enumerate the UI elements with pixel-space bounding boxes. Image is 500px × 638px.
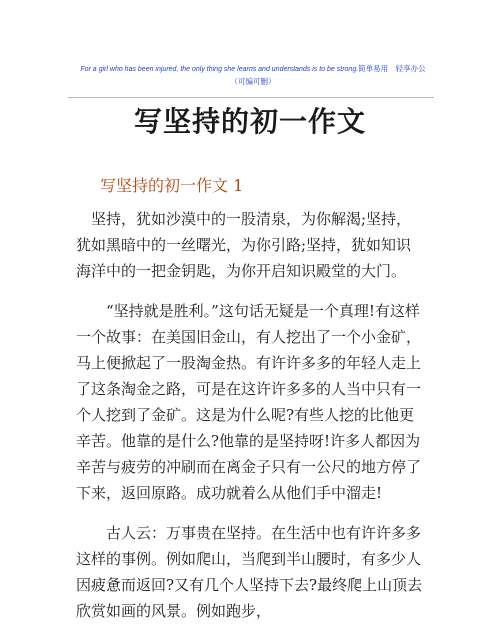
paragraph-3: 古人云：万事贵在坚持。在生活中也有许许多多这样的事例。例如爬山，当爬到半山腰时，有多少人因疲惫而返回?又有几个人坚持下去?最终爬上山顶去欣赏如画的风景。例如跑步，	[76, 524, 423, 620]
document-body	[76, 206, 426, 638]
header-editable-note: （可编可删）	[230, 77, 276, 86]
header-divider	[68, 97, 434, 98]
header-tagline: For a girl who has been injured, the only thing she learns and understands is to be strong.	[80, 66, 359, 73]
document-header	[70, 63, 436, 89]
paragraph-1: 坚持，犹如沙漠中的一股清泉，为你解渴;坚持，犹如黑暗中的一丝曙光，为你引路;坚持，犹如知识海洋中的一把金钥匙，为你开启知识殿堂的大门。	[76, 210, 412, 280]
paragraph-2: “坚持就是胜利。”这句话无疑是一个真理!有这样一个故事：在美国旧金山，有人挖出了一个小金矿，马上便掀起了一股淘金热。有许许多多的年轻人走上了这条淘金之路，可是在这许许多多的人当中只有一个人挖到了金矿。这是为什么呢?有些人挖的比他更辛苦。他靠的是什么?他靠的是坚持呀!许多人都因为辛苦与疲劳的冲刷而在离金子只有一公尺的地方停了下来，返回原路。成功就着么从他们手中溜走!	[76, 302, 422, 502]
section-heading: 写坚持的初一作文 1	[100, 176, 244, 195]
document-title: 写坚持的初一作文	[133, 105, 366, 138]
header-brand: 简单易用 轻享办公	[358, 64, 426, 73]
